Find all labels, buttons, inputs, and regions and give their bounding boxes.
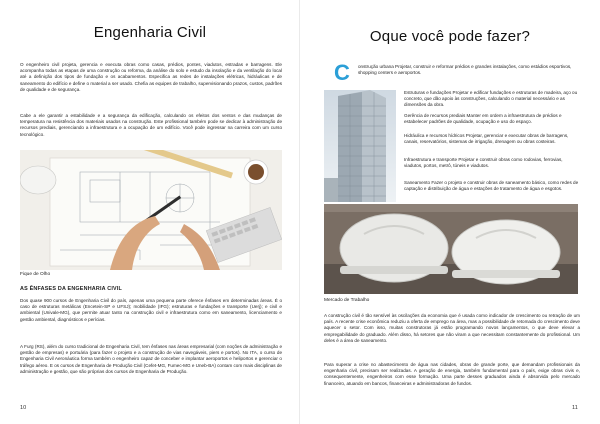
- item-saneamento: Saneamento Fazer o projeto e construir obras de saneamento básico, como redes de captação e distribuição de água e estações de tratamento de água e esgotos.: [404, 180, 579, 192]
- left-page-title: Engenharia Civil: [93, 24, 207, 41]
- enfases-paragraph-2: A Furg (RS), além do curso tradicional de Engenharia Civil, tem ênfases nas áreas empresarial (com noções de administração e gestão de empresas) e portuária (para fazer o projeto e a construção de vias navegáveis, piers e portos). No ITA, o curso de Engenharia Civil Aeronáutica forma também o engenheiro capaz de conceber e implantar aeroportos e heliportos e gerenciar o tráfego aéreo. E os cursos de Engenharia de Produção Civil (Cefet-MG, Fumec-MG e Uneb-BA) contam com mais disciplinas de administração e gestão, que são próprias dos cursos de Engenharia de Produção.: [20, 344, 282, 374]
- right-photo-caption: Mercado de Trabalho: [324, 298, 370, 303]
- engineer-drawing-illustration: [20, 150, 282, 270]
- hard-hats-illustration: [324, 204, 578, 294]
- item-infraestrutura-transporte: Infraestrutura e transporte Projetar e construir obras como rodovias, ferrovias, viadutos, portos, metrô, túneis e viadutos.: [404, 157, 563, 169]
- intro-paragraph-1: O engenheiro civil projeta, gerencia e executa obras como casas, prédios, pontes, viadutos, estradas e barragens. Ele acompanha todas as etapas de uma construção ou reforma, da análise do solo e estudo da insolação e da ventilação do local até a definição dos tipos de fundação e os acabamentos. Especifica as redes de instalações elétricas, hidráulicas e de saneamento do edifício e define o material a ser usado. Chefia as equipes de trabalho, supervisionando prazos, custos, padrões de qualidade e de segurança.: [20, 62, 282, 92]
- item-recursos-prediais: Gerência de recursos prediais Manter em ordem a infraestrutura de prédios e estabelecer padrões de qualidade, ocupação e uso do espaço.: [404, 113, 562, 125]
- right-page-title: Oque você pode fazer?: [369, 28, 531, 45]
- enfases-paragraph-1: Dos quase 900 cursos de Engenharia Civil do país, apenas uma pequena parte oferece ênfases em determinadas áreas. É o caso de estruturas metálicas (Encetein-SP e UFSJ); mobilidade (IFG); estruturas e fundações e transporte (Uerj); e civil e ambiental (Univale-MG), que permite atuar tanto na construção civil e infraestrutura como em saneamento, licenciamento e gestão ambiental, diagnósticos e perícias.: [20, 298, 282, 322]
- market-paragraph-2: Para superar a crise no abastecimento de água nas cidades, obras de grande porte, que demandam profissionais da engenharia civil, precisam ser realizadas. A geração de energia, também fundamental para o país, exige obras civis e, consequentemente, engenheiros com esse formação. Uma parte desses graduados ainda é absorvida pelo mercado financeiro, atuando em bancos, financeiras e administradoras de fundos.: [324, 362, 580, 386]
- left-photo-caption: Fique de Olho: [20, 272, 51, 277]
- intro-paragraph-2: Cabe a ele garantir a estabilidade e a segurança da edificação, calculando os efeitos dos ventos e das mudanças de temperatura na resistência dos materiais usados na construção. Este profissional também pode se dedicar à administração de recursos prediais, gerenciando a infraestrutura e a ocupação de um edifício. Você pode ingressar na carreira com um curso tecnológico.: [20, 113, 282, 137]
- section-heading-enfases: AS ÊNFASES DA ENGENHARIA CIVIL: [20, 286, 123, 292]
- market-paragraph-1: A construção civil é tão sensível às oscilações da economia que é usada como indicador de crescimento ou retração de um país. A recente crise econômica reduziu a oferta de emprego na área, mas a possibilidade de retomada do crescimento deve aquecer o setor. Com isso, muitas construtoras já estão programando novos lançamentos, o que deve elevar a empregabilidade do graduado. Além disso, há setores que não viram a que necessitam constantemente do profissional. Um deles é a área de saneamento.: [324, 313, 580, 343]
- item-hidraulica: Hidráulica e recursos hídricos Projetar, gerenciar e executar obras de barragens, canais, reservatórios, sistemas de irrigação, drenagem ou obras costeiras.: [404, 133, 569, 145]
- page-number-right: 11: [572, 405, 578, 411]
- item-estruturas-fundacoes: Estruturas e fundações Projetar e edificar fundações e estruturas de madeira, aço ou concreto, que dão apoio às construções, calculando o material necessário e as dimensões da obra.: [404, 90, 578, 108]
- item-construcao-urbana: onstrução urbana Projetar, construir e reformar prédios e grandes instalações, como estádios esportivos, shopping centers e aeroportos.: [358, 64, 572, 76]
- hard-hats-photo: [324, 204, 578, 294]
- engineer-drawing-photo: [20, 150, 282, 270]
- building-photo: [324, 90, 396, 202]
- page-number-left: 10: [20, 405, 27, 411]
- skyscraper-illustration: [324, 90, 396, 202]
- drop-cap-letter: C: [334, 60, 350, 85]
- right-page: [300, 0, 600, 424]
